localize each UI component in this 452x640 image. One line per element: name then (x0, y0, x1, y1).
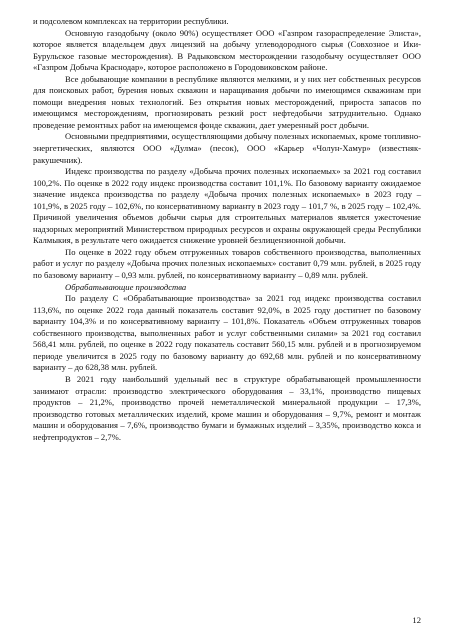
section-heading-manufacturing: Обрабатывающие производства (65, 281, 187, 292)
paragraph-manufacturing-structure: В 2021 году наибольший удельный вес в структуре обрабатывающей промышленности занимают отрасли: производство электрического оборудования – 33,1%, производство пищевых продуктов – 21,2%, производство прочей неметаллической минеральной продукции – 17,3%, производство готовых металлических изделий, кроме машин и оборудования – 9,7%, ремонт и монтаж машин и оборудования – 7,6%, производство бумаги и бумажных изделий – 3,35%, производство кокса и нефтепродуктов – 2,7%. (33, 373, 421, 442)
page-number: 12 (412, 615, 421, 625)
document-body (33, 16, 421, 443)
paragraph-continuation: и подсолевом комплексах на территории республики. (33, 16, 229, 26)
paragraph-production-index: Индекс производства по разделу «Добыча прочих полезных ископаемых» за 2021 год составил 100,2%. По оценке в 2022 году индекс производства составит 101,1%. По базовому варианту ожидаемое значение индекса производства по разделу «Добыча прочих полезных ископаемых» в 2023 году – 101,9%, в 2025 году – 102,6%, по консервативному варианту в 2023 году – 101,7 %, в 2025 году – 102,4%. Причиной увеличения объемов добычи сырья для строительных материалов является ужесточение надзорных мероприятий Министерством природных ресурсов и охраны окружающей среды Республики Калмыкия, в результате чего ожидается снижение уровней безлицензионной добычи. (33, 166, 421, 246)
paragraph-shipped-goods: По оценке в 2022 году объем отгруженных товаров собственного производства, выполненных работ и услуг по разделу «Добыча прочих полезных ископаемых» составит 0,79 млн. рублей, в 2025 году по базовому варианту – 0,93 млн. рублей, по консервативному варианту – 0,89 млн. рублей. (33, 246, 421, 281)
paragraph-manufacturing-index: По разделу С «Обрабатывающие производства» за 2021 год индекс производства составил 113,6%, по оценке 2022 года данный показатель составит 92,0%, в 2025 году достигнет по базовому варианту 104,3% и по консервативному варианту – 101,8%. Показатель «Объем отгруженных товаров собственного производства, выполненных работ и услуг собственными силами» за 2021 год составил 568,41 млн. рублей, по оценке в 2022 году показатель составит 560,15 млн. рублей и в прогнозируемом периоде увеличится в 2025 году по базовому варианту до 692,68 млн. рублей и по консервативному варианту – до 628,38 млн. рублей. (33, 293, 421, 373)
paragraph-main-enterprises: Основными предприятиями, осуществляющими добычу полезных ископаемых, кроме топливно-энергетических, являются ООО «Дулма» (песок), ООО «Карьер «Чолун-Хамур» (известняк-ракушечник). (33, 131, 421, 165)
paragraph-gas-production: Основную газодобычу (около 90%) осуществляет ООО «Газпром газораспределение Элиста», которое является владельцем двух лицензий на добычу углеводородного сырья (Совхозное и Ики-Бурульское газовые месторождения). В Радыковском месторождении газодобычу осуществляет ООО «Газпром Добыча Краснодар», которое расположено в Городовиковском районе. (33, 27, 421, 73)
paragraph-mining-companies: Все добывающие компании в республике являются мелкими, и у них нет собственных ресурсов для поисковых работ, бурения новых скважин и наращивания добычи по имеющимся скважинам при помощи внедрения новых технологий. Без открытия новых месторождений, прироста запасов по имеющимся месторождениям, прогнозировать резкий рост нефтедобычи затруднительно. Однако проведение ремонтных работ на имеющемся фонде скважин, дает умеренный рост добычи. (33, 73, 421, 130)
